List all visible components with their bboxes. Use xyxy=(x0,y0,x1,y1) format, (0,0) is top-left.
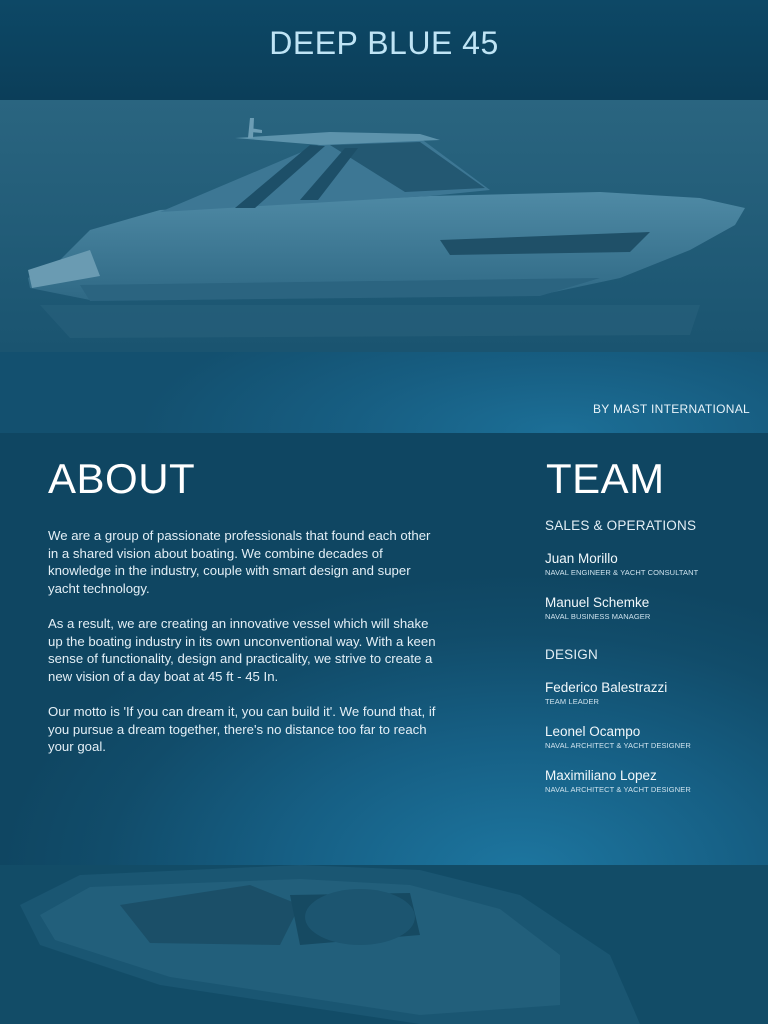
team-list xyxy=(545,518,760,794)
team-member xyxy=(545,680,760,706)
team-member xyxy=(545,724,760,750)
team-member xyxy=(545,768,760,794)
about-paragraph-2: As a result, we are creating an innovative vessel which will shake up the boating industry in its own unconventional way. With a keen sense of functionality, design and practicality, we strive to create a new vision of a day boat at 45 ft - 45 In. xyxy=(48,615,436,684)
member-name: Maximiliano Lopez xyxy=(545,768,657,783)
hero-image xyxy=(0,100,768,352)
header xyxy=(0,0,768,100)
content-section xyxy=(0,433,768,865)
member-role: NAVAL ARCHITECT & YACHT DESIGNER xyxy=(545,741,691,750)
member-role: NAVAL ENGINEER & YACHT CONSULTANT xyxy=(545,568,699,577)
byline: BY MAST INTERNATIONAL xyxy=(593,402,750,416)
member-role: NAVAL ARCHITECT & YACHT DESIGNER xyxy=(545,785,691,794)
byline-band xyxy=(0,352,768,433)
page-title: DEEP BLUE 45 xyxy=(269,24,499,61)
member-name: Federico Balestrazzi xyxy=(545,680,668,695)
about-heading: ABOUT xyxy=(48,455,196,502)
footer-image xyxy=(0,865,768,1024)
about-paragraph-1: We are a group of passionate professionals that found each other in a shared vision about boating. We combine decades of knowledge in the industry, couple with smart design and super yacht technology. xyxy=(48,528,431,596)
member-role: NAVAL BUSINESS MANAGER xyxy=(545,612,651,621)
team-section-design: DESIGN xyxy=(545,647,598,662)
member-name: Leonel Ocampo xyxy=(545,724,641,739)
team-member xyxy=(545,595,760,621)
about-body xyxy=(48,527,443,773)
yacht-top-image xyxy=(0,865,768,1024)
team-member xyxy=(545,551,760,577)
member-name: Juan Morillo xyxy=(545,551,618,566)
member-role: TEAM LEADER xyxy=(545,697,600,706)
team-heading: TEAM xyxy=(546,455,665,502)
about-paragraph-3: Our motto is 'If you can dream it, you can build it'. We found that, if you pursue a dream together, there's no distance too far to reach your goal. xyxy=(48,703,436,755)
member-name: Manuel Schemke xyxy=(545,595,650,610)
yacht-side-image xyxy=(0,100,768,352)
team-section-sales: SALES & OPERATIONS xyxy=(545,518,697,533)
